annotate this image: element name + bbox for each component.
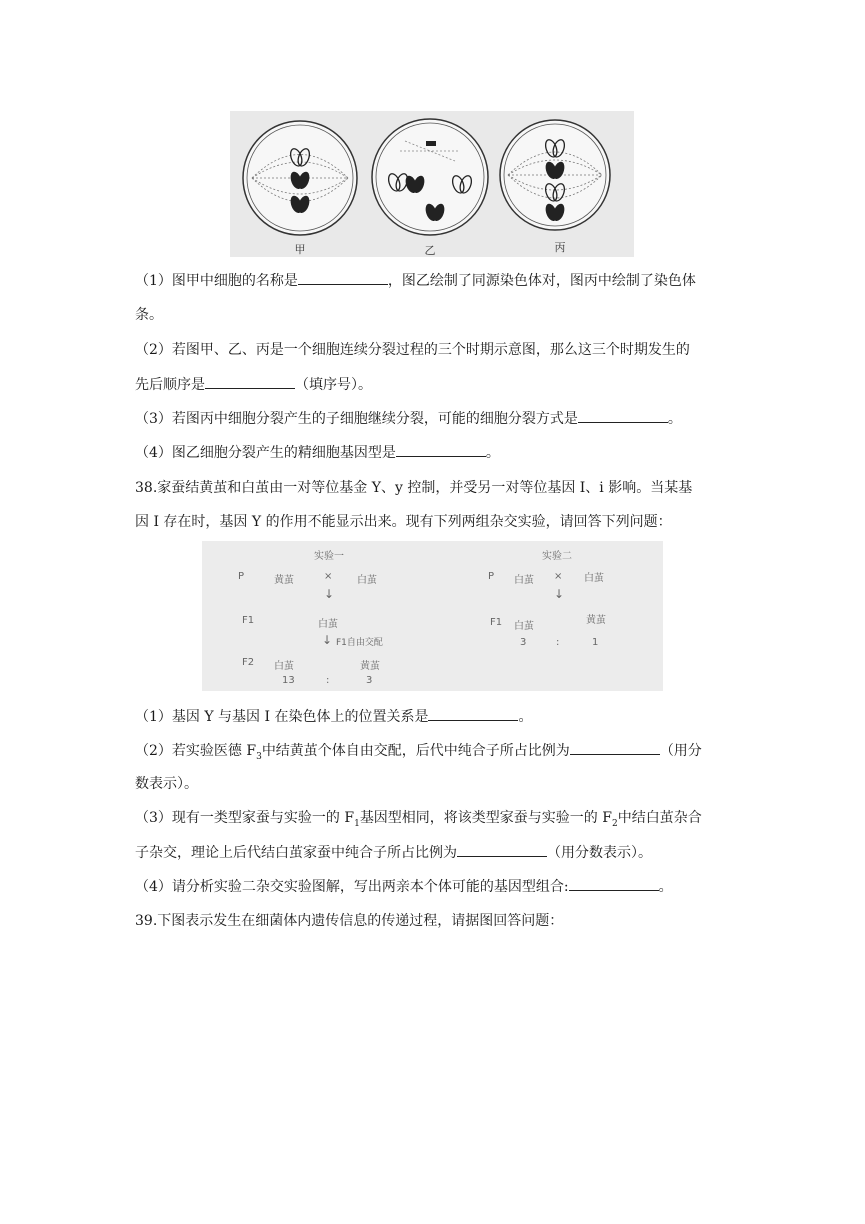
q38-s2d: 数表示）。 — [135, 776, 198, 792]
answer-blank[interactable] — [569, 876, 659, 891]
q37-s4a: （4）图乙细胞分裂产生的精细胞基因型是 — [135, 445, 396, 461]
cell-division-figure — [230, 111, 634, 257]
exp2-p-label: P — [488, 571, 495, 582]
exp2-f1-left: 白茧 — [514, 621, 534, 632]
exp1-f1-label: F1 — [242, 615, 255, 626]
exp1-f2-right: 黄茧 — [360, 661, 380, 672]
q38-s3a: （3）现有一类型家蚕与实验一的 F — [135, 810, 355, 826]
q38-s2a: （2）若实验医德 F — [135, 743, 257, 759]
cell-division-drawing — [230, 111, 634, 257]
q38-line5 — [135, 842, 652, 863]
q38-line3 — [135, 774, 198, 794]
q37-line1 — [135, 270, 696, 291]
q37-s4b: 。 — [485, 445, 500, 461]
exp1-p-right: 白茧 — [357, 575, 377, 586]
answer-blank[interactable] — [428, 706, 518, 721]
q37-s3a: （3）若图丙中细胞分裂产生的子细胞继续分裂，可能的细胞分裂方式是 — [135, 411, 578, 427]
q38-s1a: （1）基因 Y 与基因 I 在染色体上的位置关系是 — [135, 709, 429, 725]
q38-s1b: 。 — [518, 709, 533, 725]
answer-blank[interactable] — [457, 842, 547, 857]
exp2-arrow: ↓ — [554, 587, 565, 601]
exp2-ratio-sep: : — [556, 637, 560, 648]
label-jia: 甲 — [294, 243, 306, 256]
exp1-title: 实验一 — [314, 551, 344, 562]
q38-s3e: （用分数表示）。 — [547, 845, 652, 861]
q37-line2 — [135, 305, 163, 325]
exp1-ratio-right: 3 — [366, 675, 373, 686]
q38-s4a: （4）请分析实验二杂交实验图解，写出两亲本个体可能的基因型组合: — [135, 879, 569, 895]
cell-bing — [500, 120, 610, 230]
q39-stem — [135, 911, 563, 931]
q38-s3c: 中结白茧杂合 — [617, 810, 702, 826]
q38-s3d: 子杂交，理论上后代结白茧家蚕中纯合子所占比例为 — [135, 845, 457, 861]
q38-s2b: 中结黄茧个体自由交配，后代中纯合子所占比例为 — [261, 743, 570, 759]
exp2-p-left: 白茧 — [514, 575, 534, 586]
exp2-title: 实验二 — [542, 551, 572, 562]
q39-stem-text: 39.下图表示发生在细菌体内遗传信息的传递过程，请据图回答问题： — [135, 913, 564, 929]
exp1-f2-left: 白茧 — [274, 661, 294, 672]
exp2-f1-right: 黄茧 — [586, 615, 606, 626]
cell-yi — [372, 119, 488, 235]
q38-s4b: 。 — [658, 879, 673, 895]
q37-s2a: （2）若图甲、乙、丙是一个细胞连续分裂过程的三个时期示意图，那么这三个时期发生的 — [135, 342, 690, 358]
cell-jia — [243, 121, 357, 235]
q38-s3sub1: 1 — [354, 818, 360, 829]
q38-stem1: 38.家蚕结黄茧和白茧由一对等位基金 Y、y 控制，并受另一对等位基因 I、i 影响。当某基 — [135, 480, 693, 496]
q38-stem2: 因 I 存在时，基因 Y 的作用不能显示出来。现有下列两组杂交实验，请回答下列问题： — [135, 514, 672, 530]
exp2-cross: × — [554, 571, 563, 582]
exp1-f1: 白茧 — [318, 619, 338, 630]
q38-line2 — [135, 740, 702, 767]
exp2-ratio-left: 3 — [520, 637, 527, 648]
exp1-arrow-2: ↓ — [322, 633, 333, 647]
exp1-p-left: 黄茧 — [274, 575, 294, 586]
q38-s3sub2: 2 — [611, 818, 618, 829]
answer-blank[interactable] — [578, 408, 668, 423]
q37-s3b: 。 — [667, 411, 682, 427]
q37-s2c: （填序号）。 — [295, 377, 372, 393]
answer-blank[interactable] — [570, 740, 660, 755]
q37-line4 — [135, 374, 372, 395]
answer-blank[interactable] — [298, 270, 388, 285]
q38-line6 — [135, 876, 673, 897]
q38-s2c: （用分 — [659, 743, 702, 759]
q37-line5 — [135, 408, 682, 429]
q38-line1 — [135, 706, 532, 727]
q38-stem-line1 — [135, 478, 692, 498]
hybridization-figure — [202, 541, 663, 691]
exp1-ratio-left: 13 — [282, 675, 295, 686]
q38-line4 — [135, 808, 702, 834]
label-bing: 丙 — [554, 241, 566, 254]
answer-blank[interactable] — [205, 374, 295, 389]
exp1-cross: × — [324, 571, 333, 582]
exp2-ratio-right: 1 — [592, 637, 599, 648]
label-yi: 乙 — [424, 244, 436, 257]
exp1-ratio-sep: : — [326, 675, 330, 686]
exp1-p-label: P — [238, 571, 245, 582]
q38-stem-line2 — [135, 512, 672, 532]
q37-line6 — [135, 442, 500, 463]
exp1-arrow-1: ↓ — [324, 587, 335, 601]
exp2-p-right: 白茧 — [584, 573, 604, 584]
exp1-note: F1自由交配 — [336, 638, 383, 648]
exp2-f1-label: F1 — [490, 617, 503, 628]
q37-s2b: 先后顺序是 — [135, 377, 205, 393]
q37-s1b: ，图乙绘制了同源染色体对，图丙中绘制了染色体 — [387, 273, 696, 289]
answer-blank[interactable] — [396, 442, 486, 457]
q37-s1c: 条。 — [135, 307, 163, 323]
q37-line3 — [135, 340, 690, 360]
q38-s2sub: 3 — [256, 751, 262, 762]
exp1-f2-label: F2 — [242, 657, 255, 668]
q38-s3b: 基因型相同，将该类型家蚕与实验一的 F — [359, 810, 612, 826]
q37-s1a: （1）图甲中细胞的名称是 — [135, 273, 298, 289]
